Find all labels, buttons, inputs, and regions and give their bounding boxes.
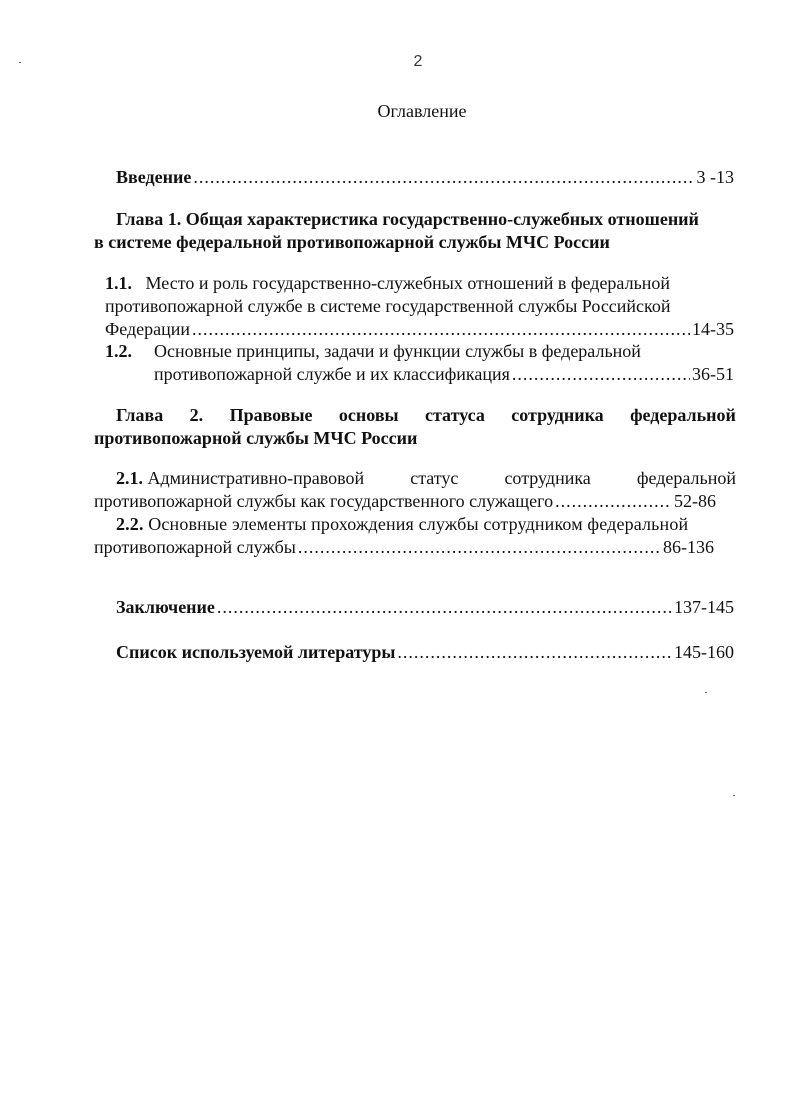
section-title-text: Федерации xyxy=(105,319,191,339)
chapter-2-word: статуса xyxy=(425,405,485,425)
toc-entry-2-1-line1[interactable] xyxy=(116,467,736,490)
toc-1-1-pages: 14-35 xyxy=(692,319,734,339)
toc-1-2-pages: 36-51 xyxy=(692,364,734,384)
toc-entry-1-1-line3[interactable] xyxy=(105,318,734,341)
toc-conclusion-label: Заключение xyxy=(116,597,215,617)
section-number: 1.2. xyxy=(105,341,132,361)
section-title-word: статус xyxy=(410,468,459,488)
toc-2-2-pages: 86-136 xyxy=(663,537,714,557)
dot-leader xyxy=(217,596,672,619)
toc-intro-pages: 3 -13 xyxy=(696,167,734,187)
section-number: 2.2. xyxy=(116,514,144,534)
chapter-2-word: Правовые xyxy=(229,405,313,425)
scan-speck xyxy=(705,692,707,693)
toc-entry-2-2-line1[interactable] xyxy=(116,513,736,536)
section-title-text: противопожарной службе и их классификация xyxy=(154,364,510,384)
section-title-text: Основные элементы прохождения службы сотрудником федеральной xyxy=(148,514,689,534)
dot-leader xyxy=(512,363,690,386)
section-number: 2.1. xyxy=(116,468,143,488)
section-number: 1.1. xyxy=(105,273,132,293)
toc-entry-1-1-line1[interactable] xyxy=(105,272,670,295)
chapter-2-word: сотрудника xyxy=(511,405,604,425)
chapter-2-title-line2: противопожарной службы МЧС России xyxy=(94,428,418,448)
toc-conclusion-pages: 137-145 xyxy=(674,597,734,617)
dot-leader xyxy=(397,641,672,664)
toc-entry-2-1-line2[interactable] xyxy=(94,490,716,513)
toc-entry-1-2-line1[interactable] xyxy=(105,340,641,363)
toc-entry-bibliography[interactable] xyxy=(116,641,734,664)
page-title: Оглавление xyxy=(377,101,467,121)
chapter-1-title-line2: в системе федеральной противопожарной службы МЧС России xyxy=(94,232,610,252)
chapter-2-word: 2. xyxy=(189,405,204,425)
section-title-text: противопожарной службы как государственного служащего xyxy=(94,491,554,511)
toc-entry-conclusion[interactable] xyxy=(116,596,734,619)
toc-entry-1-2-line2[interactable] xyxy=(154,363,734,386)
chapter-2-title-line1 xyxy=(116,404,736,427)
toc-entry-intro[interactable] xyxy=(116,166,734,189)
dot-leader xyxy=(298,536,661,559)
toc-intro-label: Введение xyxy=(116,167,192,187)
toc-entry-1-1-line2: противопожарной службе в системе государственной службы Российской xyxy=(105,296,671,316)
section-title-word: Административно-правовой xyxy=(147,468,365,488)
dot-leader xyxy=(192,318,690,341)
scan-speck xyxy=(733,795,735,796)
chapter-1-title-line1: Глава 1. Общая характеристика государственно-служебных отношений xyxy=(116,209,699,229)
toc-2-1-pages: 52-86 xyxy=(674,491,716,511)
page-number: 2 xyxy=(413,53,423,70)
dot-leader xyxy=(193,166,694,189)
section-title-text: Основные принципы, задачи и функции службы в федеральной xyxy=(154,341,641,361)
section-title-word: федеральной xyxy=(636,468,736,488)
section-title-text: Место и роль государственно-служебных отношений в федеральной xyxy=(145,273,671,293)
chapter-2-word: федеральной xyxy=(630,405,736,425)
chapter-2-word: основы xyxy=(338,405,399,425)
toc-bibliography-pages: 145-160 xyxy=(674,642,734,662)
dot-leader xyxy=(555,490,672,513)
chapter-2-word: Глава xyxy=(116,405,164,425)
toc-bibliography-label: Список используемой литературы xyxy=(116,642,396,662)
section-title-word: сотрудника xyxy=(504,468,591,488)
section-title-text: противопожарной службы xyxy=(94,537,296,557)
scan-speck xyxy=(19,62,21,63)
toc-entry-2-2-line2[interactable] xyxy=(94,536,714,559)
